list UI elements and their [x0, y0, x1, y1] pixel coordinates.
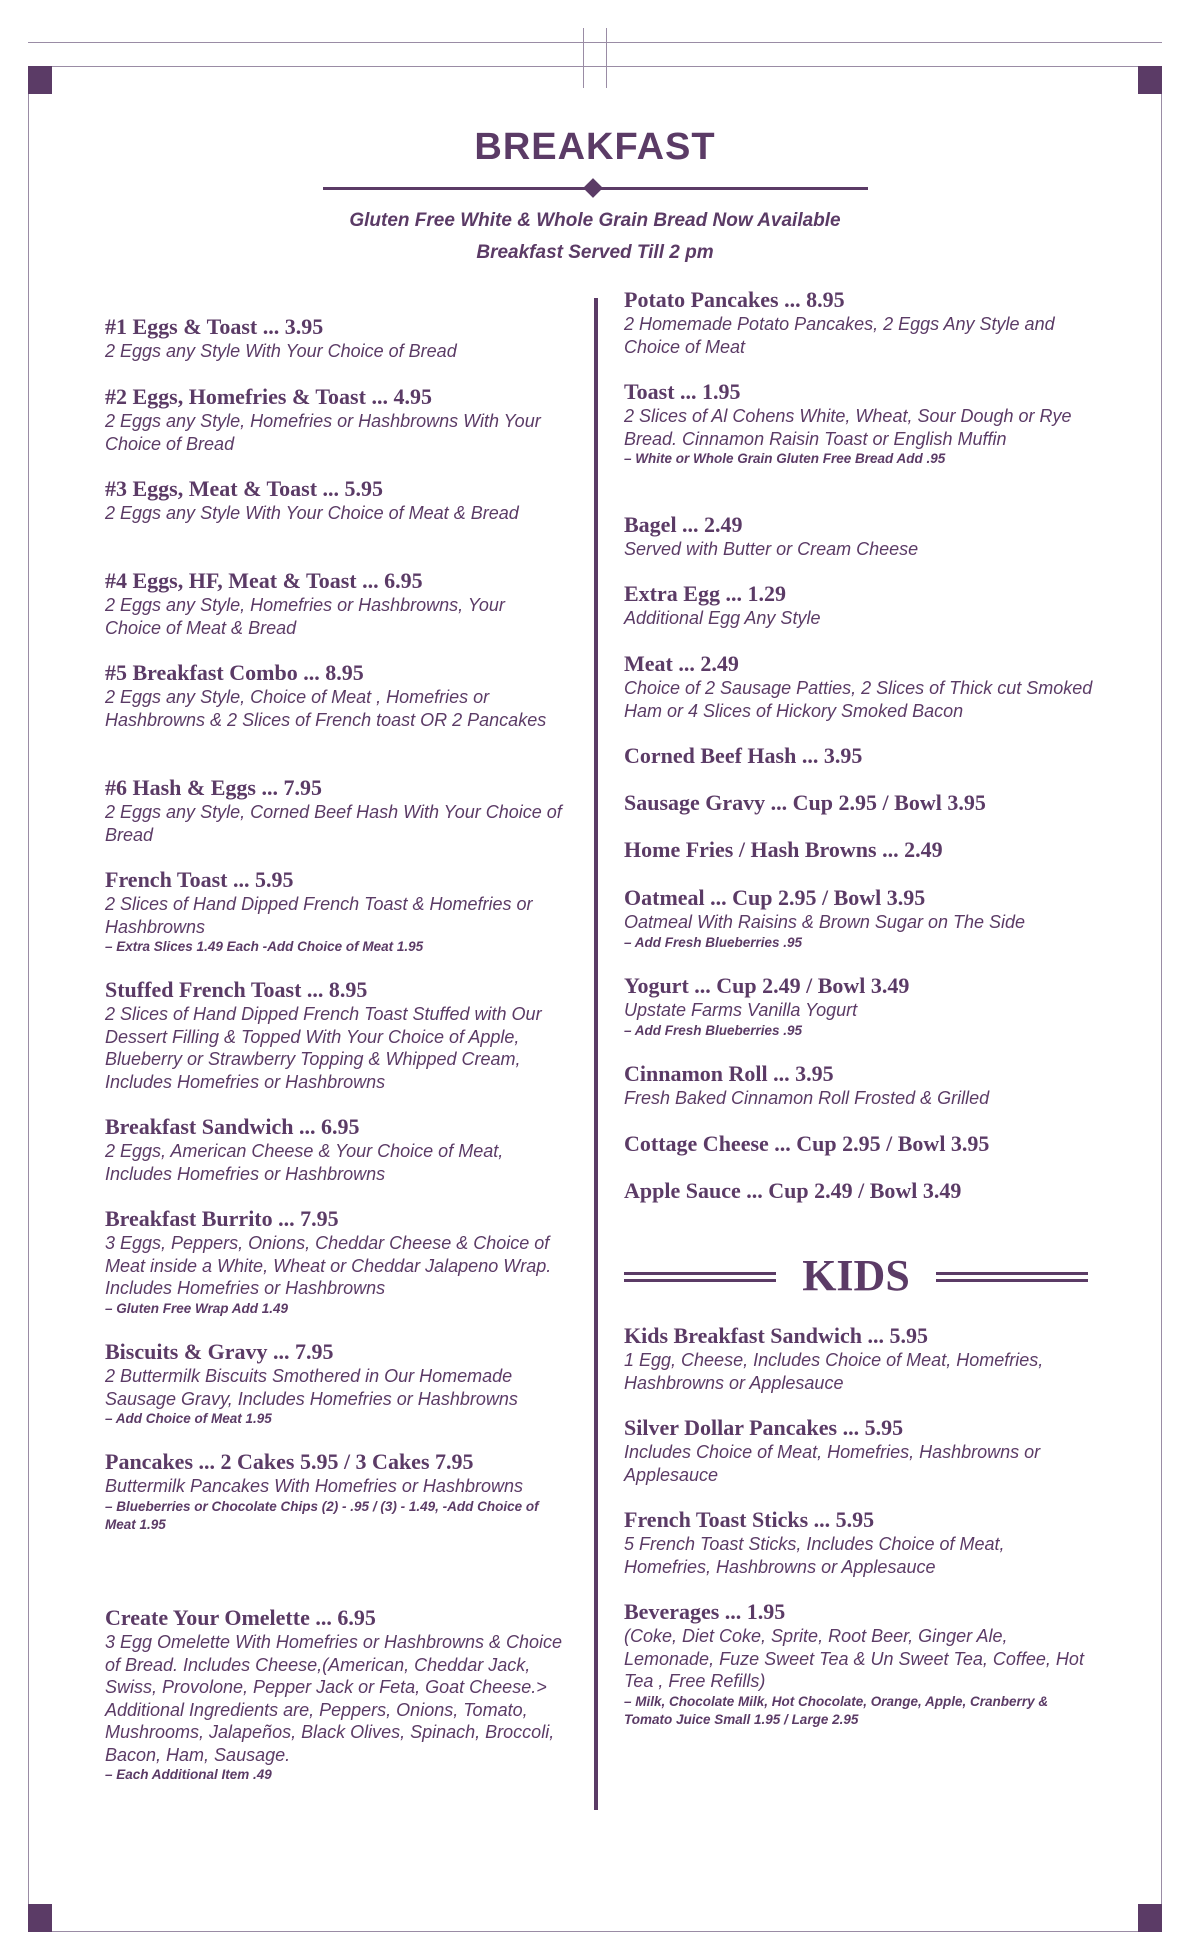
menu-item [105, 774, 565, 846]
menu-item-name: Stuffed French Toast ... 8.95 [105, 977, 368, 1002]
menu-item [105, 1604, 565, 1784]
menu-item-description: 3 Egg Omelette With Homefries or Hashbrowns & Choice of Bread. Includes Cheese,(American, Cheddar Jack, Swiss, Provolone, Pepper Jack or Feta, Goat Cheese.> Additional Ingredients are, Peppers, Onions, Tomato, Mushrooms, Jalapeños, Black Olives, Spinach, Broccoli, Bacon, Ham, Sausage. [105, 1632, 563, 1765]
corner-ornament-bottom-left [28, 1904, 52, 1932]
menu-item-name: Beverages ... 1.95 [624, 1599, 786, 1624]
menu-item-note: – Add Choice of Meat 1.95 [105, 1411, 272, 1426]
menu-item-description: 2 Homemade Potato Pancakes, 2 Eggs Any Style and Choice of Meat [624, 314, 1055, 357]
menu-item-description: Served with Butter or Cream Cheese [624, 539, 919, 559]
menu-item-name: Biscuits & Gravy ... 7.95 [105, 1339, 334, 1364]
menu-item [624, 1130, 1094, 1157]
menu-item-name: #4 Eggs, HF, Meat & Toast ... 6.95 [105, 568, 423, 593]
menu-item [624, 1060, 1094, 1110]
menu-item-description: Fresh Baked Cinnamon Roll Frosted & Grilled [624, 1088, 990, 1108]
menu-item [105, 1448, 565, 1534]
menu-item-description: 2 Eggs any Style, Homefries or Hashbrowns, Your Choice of Meat & Bread [105, 595, 505, 638]
menu-item-description: Buttermilk Pancakes With Homefries or Hashbrowns [105, 1476, 523, 1496]
menu-item-description: Additional Egg Any Style [624, 608, 821, 628]
menu-item-description: 5 French Toast Sticks, Includes Choice of Meat, Homefries, Hashbrowns or Applesauce [624, 1534, 1005, 1577]
menu-item-description: 2 Slices of Al Cohens White, Wheat, Sour Dough or Rye Bread. Cinnamon Raisin Toast or English Muffin [624, 406, 1072, 449]
menu-item-name: Yogurt ... Cup 2.49 / Bowl 3.49 [624, 973, 910, 998]
menu-item [624, 286, 1094, 358]
menu-item [105, 1205, 565, 1318]
menu-item-note: – Gluten Free Wrap Add 1.49 [105, 1300, 289, 1316]
menu-item [624, 789, 1094, 816]
menu-item [624, 742, 1094, 769]
menu-item [624, 1177, 1094, 1204]
frame-top-line [28, 42, 1162, 43]
menu-item-description: Upstate Farms Vanilla Yogurt [624, 1000, 858, 1020]
menu-item-description: 2 Eggs any Style With Your Choice of Meat & Bread [105, 503, 519, 523]
menu-item [624, 511, 1094, 561]
kids-section-heading [624, 1246, 1088, 1306]
menu-item-name: Sausage Gravy ... Cup 2.95 / Bowl 3.95 [624, 790, 986, 815]
menu-item-name: Kids Breakfast Sandwich ... 5.95 [624, 1323, 928, 1348]
menu-item [105, 475, 565, 525]
menu-item-description: (Coke, Diet Coke, Sprite, Root Beer, Ginger Ale, Lemonade, Fuze Sweet Tea & Un Sweet Tea, Coffee, Hot Tea , Free Refills) [624, 1626, 1084, 1691]
menu-item-name: Bagel ... 2.49 [624, 512, 743, 537]
menu-item [624, 836, 1094, 863]
menu-item-name: French Toast Sticks ... 5.95 [624, 1507, 875, 1532]
kids-title: KIDS [802, 1251, 910, 1300]
menu-item [105, 1113, 565, 1185]
kids-rule-right [936, 1272, 1088, 1282]
menu-item [105, 976, 565, 1093]
corner-ornament-top-left [28, 66, 52, 94]
subtitle-gluten-free: Gluten Free White & Whole Grain Bread Now Available [349, 210, 841, 231]
menu-item-note: – Milk, Chocolate Milk, Hot Chocolate, Orange, Apple, Cranberry & Tomato Juice Small 1.95 / Large 2.95 [624, 1693, 1049, 1727]
menu-item [105, 383, 565, 455]
corner-ornament-bottom-right [1138, 1904, 1162, 1932]
menu-item [105, 1338, 565, 1428]
menu-item [624, 378, 1094, 468]
menu-item-name: #1 Eggs & Toast ... 3.95 [105, 314, 324, 339]
menu-item-description: 1 Egg, Cheese, Includes Choice of Meat, Homefries, Hashbrowns or Applesauce [624, 1350, 1044, 1393]
menu-item-note: – Add Fresh Blueberries .95 [624, 934, 803, 950]
menu-item-name: Meat ... 2.49 [624, 651, 739, 676]
corner-ornament-top-right [1138, 66, 1162, 94]
menu-item-description: 2 Slices of Hand Dipped French Toast Stuffed with Our Dessert Filling & Topped With Your Choice of Apple, Blueberry or Strawberry Topping & Whipped Cream, Includes Homefries or Hashbrowns [105, 1004, 542, 1092]
menu-item [105, 659, 565, 731]
menu-item-name: Cottage Cheese ... Cup 2.95 / Bowl 3.95 [624, 1131, 990, 1156]
menu-item-description: 2 Eggs any Style With Your Choice of Bread [105, 341, 457, 361]
menu-item-note: – Add Fresh Blueberries .95 [624, 1022, 803, 1038]
menu-item-name: Extra Egg ... 1.29 [624, 581, 786, 606]
menu-item [105, 313, 565, 363]
menu-item [624, 650, 1094, 722]
menu-item-note: – Blueberries or Chocolate Chips (2) - .95 / (3) - 1.49, -Add Choice of Meat 1.95 [105, 1498, 539, 1532]
menu-item-name: Corned Beef Hash ... 3.95 [624, 743, 863, 768]
menu-item-name: #3 Eggs, Meat & Toast ... 5.95 [105, 476, 384, 501]
menu-item [624, 972, 1094, 1040]
menu-item-name: Oatmeal ... Cup 2.95 / Bowl 3.95 [624, 885, 926, 910]
menu-item-description: Oatmeal With Raisins & Brown Sugar on The Side [624, 912, 1026, 932]
menu-item [105, 567, 565, 639]
frame-vertical-line-left [583, 28, 584, 88]
menu-item-description: 2 Eggs any Style, Corned Beef Hash With Your Choice of Bread [105, 802, 562, 845]
column-divider [594, 298, 598, 1810]
menu-item [105, 866, 565, 956]
menu-item-name: #6 Hash & Eggs ... 7.95 [105, 775, 322, 800]
menu-item [624, 884, 1094, 952]
subtitle-breakfast-hours: Breakfast Served Till 2 pm [476, 242, 714, 263]
menu-item [624, 1598, 1094, 1729]
page-title: BREAKFAST [474, 126, 716, 168]
menu-item-description: 3 Eggs, Peppers, Onions, Cheddar Cheese & Choice of Meat inside a White, Wheat or Cheddar Jalapeno Wrap. Includes Homefries or Hashbrowns [105, 1233, 552, 1298]
menu-item-description: Includes Choice of Meat, Homefries, Hashbrowns or Applesauce [624, 1442, 1041, 1485]
menu-item-name: #2 Eggs, Homefries & Toast ... 4.95 [105, 384, 432, 409]
menu-item [624, 1322, 1094, 1394]
menu-item [624, 1506, 1094, 1578]
menu-item [624, 1414, 1094, 1486]
menu-item-name: Create Your Omelette ... 6.95 [105, 1605, 376, 1630]
menu-item-description: Choice of 2 Sausage Patties, 2 Slices of Thick cut Smoked Ham or 4 Slices of Hickory Smoked Bacon [624, 678, 1093, 721]
menu-item-name: Toast ... 1.95 [624, 379, 741, 404]
menu-item-description: 2 Slices of Hand Dipped French Toast & Homefries or Hashbrowns [105, 894, 533, 937]
menu-item-note: – Each Additional Item .49 [105, 1767, 272, 1782]
menu-item-note: – Extra Slices 1.49 Each -Add Choice of Meat 1.95 [105, 939, 424, 954]
menu-item-description: 2 Eggs any Style, Homefries or Hashbrowns With Your Choice of Bread [105, 411, 541, 454]
menu-item-name: Apple Sauce ... Cup 2.49 / Bowl 3.49 [624, 1178, 962, 1203]
menu-item-name: Breakfast Burrito ... 7.95 [105, 1206, 339, 1231]
menu-item-name: Home Fries / Hash Browns ... 2.49 [624, 837, 943, 862]
menu-item-description: 2 Eggs, American Cheese & Your Choice of Meat, Includes Homefries or Hashbrowns [105, 1141, 504, 1184]
menu-item-note: – White or Whole Grain Gluten Free Bread Add .95 [624, 451, 946, 466]
menu-item-name: French Toast ... 5.95 [105, 867, 294, 892]
menu-item-name: Pancakes ... 2 Cakes 5.95 / 3 Cakes 7.95 [105, 1449, 474, 1474]
menu-item-description: 2 Eggs any Style, Choice of Meat , Homefries or Hashbrowns & 2 Slices of French toast OR 2 Pancakes [105, 687, 547, 730]
menu-item-name: #5 Breakfast Combo ... 8.95 [105, 660, 364, 685]
menu-item-name: Breakfast Sandwich ... 6.95 [105, 1114, 360, 1139]
menu-item [624, 580, 1094, 630]
menu-item-name: Cinnamon Roll ... 3.95 [624, 1061, 834, 1086]
menu-item-name: Potato Pancakes ... 8.95 [624, 287, 845, 312]
menu-item-description: 2 Buttermilk Biscuits Smothered in Our Homemade Sausage Gravy, Includes Homefries or Hashbrowns [105, 1366, 518, 1409]
frame-vertical-line-right [606, 28, 607, 88]
menu-item-name: Silver Dollar Pancakes ... 5.95 [624, 1415, 904, 1440]
